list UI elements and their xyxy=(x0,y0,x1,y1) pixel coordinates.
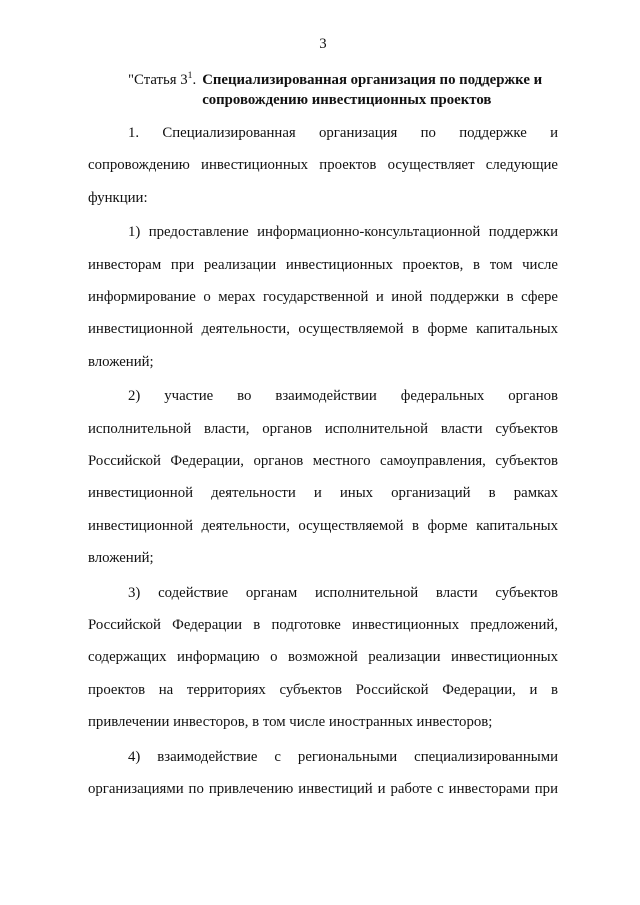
list-item-1 xyxy=(88,216,558,377)
text-line: информирование о мерах государственной и иной поддержки в сфере xyxy=(88,288,558,305)
text-line: инвестиционной деятельности и иных организаций в рамках xyxy=(88,485,558,502)
text-line: функции: xyxy=(88,189,148,206)
paragraph-1 xyxy=(88,117,558,214)
text-line: Российской Федерации, органов местного самоуправления, субъектов xyxy=(88,452,558,469)
article-number-superscript: 1 xyxy=(187,70,193,82)
text-line: инвестиционной деятельности, осуществляемой в форме капитальных xyxy=(88,517,558,534)
list-item-4 xyxy=(88,741,558,806)
text-line: исполнительной власти, органов исполнительной власти субъектов xyxy=(88,420,558,437)
text-line: Российской Федерации в подготовке инвестиционных предложений, xyxy=(88,616,558,633)
article-label-suffix: . xyxy=(192,72,197,88)
list-item-2 xyxy=(88,380,558,574)
text-line: организациями по привлечению инвестиций и работе с инвесторами при xyxy=(88,780,558,797)
text-line: сопровождению инвестиционных проектов осуществляет следующие xyxy=(88,157,558,174)
text-line: содержащих информацию о возможной реализации инвестиционных xyxy=(88,649,558,666)
text-line: 3) содействие органам исполнительной власти субъектов xyxy=(128,584,558,601)
article-heading xyxy=(128,70,542,110)
article-title-line: Специализированная организация по поддержке и xyxy=(202,72,543,88)
text-line: вложений; xyxy=(88,549,154,566)
text-line: 1) предоставление информационно-консультационной поддержки xyxy=(128,224,558,241)
text-line: вложений; xyxy=(88,353,154,370)
article-title-line: сопровождению инвестиционных проектов xyxy=(202,92,492,108)
text-line: 4) взаимодействие с региональными специализированными xyxy=(128,748,558,765)
list-item-3 xyxy=(88,577,558,738)
article-label-prefix: "Статья 3 xyxy=(128,72,188,88)
text-line: инвестиционной деятельности, осуществляемой в форме капитальных xyxy=(88,321,558,338)
article-body xyxy=(88,117,558,808)
text-line: 2) участие во взаимодействии федеральных органов xyxy=(128,388,558,405)
page-number: 3 xyxy=(319,36,327,52)
text-line: привлечении инвесторов, в том числе иностранных инвесторов; xyxy=(88,713,493,730)
text-line: проектов на территориях субъектов Российской Федерации, и в xyxy=(88,681,558,698)
text-line: инвесторам при реализации инвестиционных проектов, в том числе xyxy=(88,256,558,273)
text-line: 1. Специализированная организация по поддержке и xyxy=(128,125,558,141)
article-title xyxy=(202,70,542,110)
article-label xyxy=(128,70,196,90)
